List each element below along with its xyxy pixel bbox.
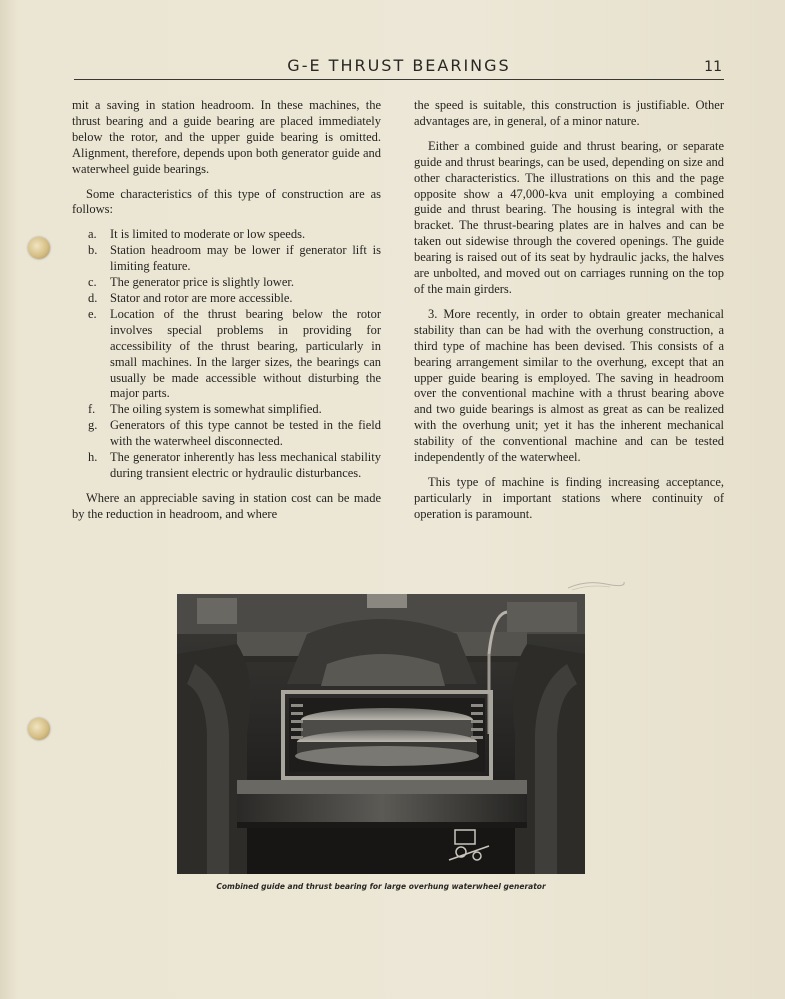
left-column [72, 98, 381, 532]
list-item [72, 227, 381, 243]
list-item [72, 418, 381, 450]
list-item [72, 402, 381, 418]
right-paragraph-4: This type of machine is finding increasing acceptance, particularly in important stations where continuity of operation is paramount. [414, 474, 724, 521]
list-marker: g. [88, 418, 98, 433]
list-item [72, 450, 381, 482]
header-rule [74, 79, 724, 80]
left-paragraph-2: Some characteristics of this type of construction are as follows: [72, 186, 381, 217]
header-title: G-E THRUST BEARINGS [287, 56, 511, 75]
list-item-text: It is limited to moderate or low speeds. [110, 227, 306, 242]
page-header [74, 56, 724, 78]
list-item-text: The generator price is slightly lower. [110, 275, 294, 290]
characteristics-list [72, 227, 381, 482]
list-item [72, 307, 381, 402]
right-paragraph-3: 3. More recently, in order to obtain greater mechanical stability than can be had with the overhung construction, a third type of machine has been devised. This consists of a bearing arrangement similar to the overhung, except that an upper guide bearing is employed. The saving in headroom over the conventional machine with a thrust bearing above and two guide bearings is almost as great as can be realized with the overhung unit; yet it has the inherent mechanical stability of the conventional machine and can be tested independently of the waterwheel. [414, 306, 724, 465]
list-item [72, 243, 381, 275]
binder-hole-top [28, 237, 50, 259]
right-paragraph-1: the speed is suitable, this construction is justifiable. Other advantages are, in general, of a minor nature. [414, 98, 724, 128]
figure-caption: Combined guide and thrust bearing for large overhung waterwheel generator [216, 882, 546, 891]
list-item-text: Location of the thrust bearing below the rotor involves special problems in providing for accessibility of the thrust bearing, particularly in small machines. In the larger sizes, the bearings can usually be made accessible without disturbing the major parts. [110, 306, 381, 401]
list-item-text: Station headroom may be lower if generator lift is limiting feature. [110, 243, 381, 274]
list-item-text: Stator and rotor are more accessible. [110, 290, 293, 305]
pencil-smudge [566, 578, 626, 592]
list-item-text: The oiling system is somewhat simplified. [110, 402, 322, 417]
list-marker: a. [88, 227, 97, 242]
list-item [72, 275, 381, 291]
bearing-photograph-image [177, 594, 585, 874]
right-column [414, 98, 724, 532]
page-number: 11 [704, 59, 722, 75]
list-marker: b. [88, 243, 98, 258]
right-paragraph-2: Either a combined guide and thrust bearing, or separate guide and thrust bearings, can be used, depending on size and other characteristics. The illustrations on this and the page opposite show a 47,000-kva unit employing a combined guide and thrust bearing. The housing is integral with the bracket. The thrust-bearing plates are in halves and can be taken out sidewise through the covered openings. The guide bearing is raised out of its seat by hydraulic jacks, the halves are unbolted, and moved out on carriages running on the top of the main girders. [414, 138, 724, 296]
bearing-photograph [177, 594, 585, 874]
list-item-text: Generators of this type cannot be tested in the field with the waterwheel disconnected. [110, 418, 381, 449]
left-paragraph-1: mit a saving in station headroom. In these machines, the thrust bearing and a guide bearing are placed immediately below the rotor, and the upper guide bearing is omitted. Alignment, therefore, depends upon both generator guide and waterwheel guide bearings. [72, 98, 381, 176]
list-marker: c. [88, 275, 97, 290]
list-marker: d. [88, 290, 98, 305]
list-item-text: The generator inherently has less mechanical stability during transient electric or hydraulic disturbances. [110, 450, 381, 480]
list-marker: e. [88, 306, 97, 321]
list-marker: f. [88, 402, 96, 417]
left-paragraph-3: Where an appreciable saving in station cost can be made by the reduction in headroom, and where [72, 490, 381, 521]
list-marker: h. [88, 450, 98, 465]
list-item [72, 291, 381, 307]
binder-hole-bottom [28, 718, 50, 740]
